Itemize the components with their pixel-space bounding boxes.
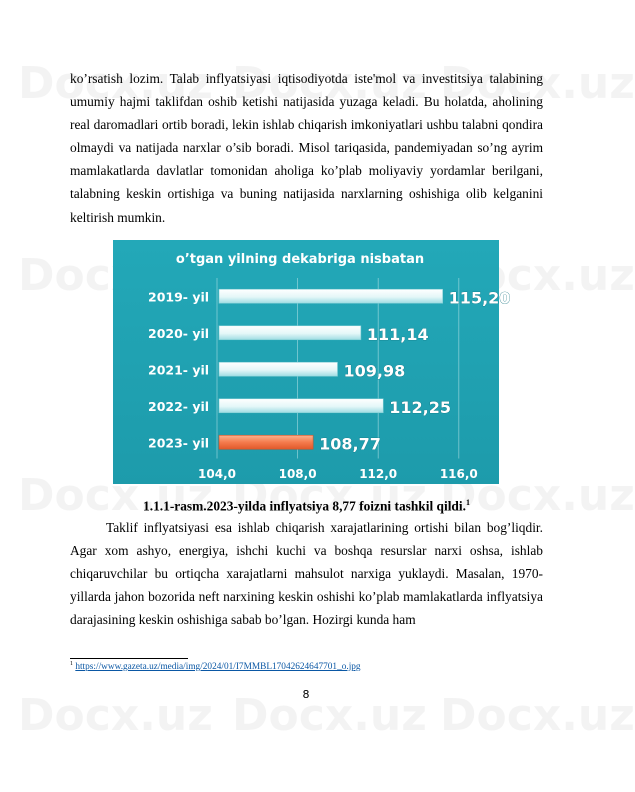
category-label: 2020- yil [148,325,210,341]
chart-title: o’tgan yilning dekabriga nisbatan [175,252,425,267]
value-label: 115,20 [448,288,511,308]
category-label: 2023- yil [148,435,210,451]
category-label: 2021- yil [148,362,210,378]
footnote-divider [70,658,188,659]
value-label: 109,98 [343,361,406,381]
value-label: 111,14 [366,324,429,344]
value-label: 108,77 [319,434,381,454]
paragraph-supply-inflation: Taklif inflyatsiyasi esa ishlab chiqarish xarajatlarining ortishi bilan bog’liqdir. Agar xom ashyo, energiya, ishchi kuchi va boshqa resurslar narxi oshsa, ishlab chiqaruvchilar bu ortiqcha xarajatlarni mahsulot narxiga yuklaydi. Masalan, 1970-yillarda jahon bozorida neft narxining keskin oshishi ko’plab mamlakatlarda inflyatsiya darajasining keskin oshishiga sabab bo’lgan. Hozirgi kunda ham [70,520,543,628]
category-label: 2022- yil [148,398,210,414]
value-label: 112,25 [389,397,451,417]
footnote-ref: 1 [70,661,73,667]
category-label: 2019- yil [148,289,210,305]
paragraph-demand-inflation: ko’rsatish lozim. Talab inflyatsiyasi iqtisodiyotda iste'mol va investitsiya talabining umumiy hajmi taklifdan oshib ketishi natijasida yuzaga keladi. Bu holatda, aholining real daromadlari ortib boradi, lekin ishlab chiqarish imkoniyatlari ushbu talabni qondira olmaydi va natijada narxlar o’sib boradi. Misol tariqasida, pandemiyadan so’ng ayrim mamlakatlarda davlatlar tomonidan aholiga ko’plab moliyaviy yordamlar berilgani, talabning keskin ortishiga va buning natijasida narxlarning oshishiga olib kelganini keltirish mumkin. [70,71,543,225]
x-tick-label: 104,0 [198,467,236,481]
bar-highlighted [219,435,313,449]
inflation-bar-chart [113,240,511,484]
footnote-link[interactable]: https://www.gazeta.uz/media/img/2024/01/I7MMBL17042624647701_o.jpg [75,662,361,673]
page-number: 8 [302,688,310,701]
x-tick-label: 108,0 [278,467,317,481]
x-tick-label: 112,0 [359,467,398,481]
bar [219,289,443,303]
caption-footnote-ref: 1 [465,498,470,507]
bar [219,399,383,413]
caption-text: 1.1.1-rasm.2023-yilda inflyatsiya 8,77 foizni tashkil qildi. [143,498,466,514]
x-tick-label: 116,0 [439,467,478,481]
footnote [70,661,361,672]
bar [219,362,337,376]
bar [219,326,361,340]
figure-caption [70,498,543,514]
chart-canvas [113,240,511,484]
